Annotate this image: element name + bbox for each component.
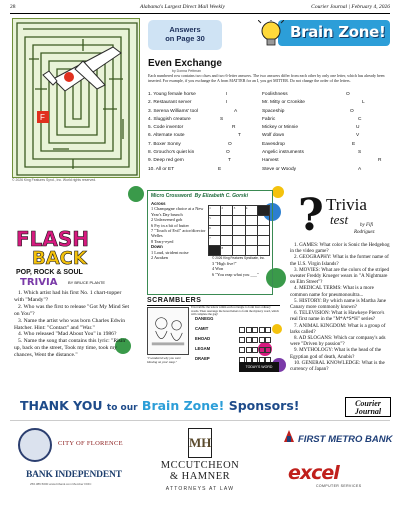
svg-text:F: F — [40, 113, 45, 122]
ee-row — [262, 133, 388, 141]
ee-letter: S — [220, 116, 224, 122]
crossword-grid[interactable]: 1 2 3 4 5 6 7 8 — [208, 205, 270, 255]
clue: 3 "High five!" — [212, 261, 237, 266]
trivia-questions — [290, 242, 392, 372]
ee-clue: Eavesdrop — [262, 141, 285, 147]
svg-text:Trivia: Trivia — [326, 195, 367, 214]
crossword-title: Micro Crossword — [151, 193, 192, 199]
flashback-item: 2. Who was the first to release "Got My Mind Set on You"? — [14, 303, 130, 317]
mccutcheon-hamner-logo — [152, 460, 248, 482]
maze-illustration — [13, 19, 140, 178]
flashback-item: 4. Who released "Mad About You" in 1986? — [18, 331, 117, 338]
svg-text:BACK: BACK — [32, 248, 87, 269]
trivia-item: 1. GAMES: What color is Sonic the Hedgehog in the video game? — [290, 242, 390, 255]
maze-caption: © 2026 King Features Synd., Inc. World rights reserved. — [12, 178, 97, 182]
crossword-copyright: © 2026 King Features Syndicate, Inc. — [212, 256, 265, 260]
clue: 4 Won — [212, 266, 224, 272]
trivia-item: 10. GENERAL KNOWLEDGE: What is the currency of Japan? — [290, 359, 385, 373]
scramblers-cartoon — [147, 307, 189, 355]
clue: 2 Unleavened gob — [151, 217, 183, 223]
scrambled-word: DRAEP — [195, 356, 210, 361]
ee-clue: 8. Groucho's quiet kin — [148, 150, 195, 156]
clue: 7 "Touch of Evil" actor/director Welles — [151, 228, 206, 239]
ee-clue: 6. Alternate route — [148, 133, 185, 139]
city-seal-icon — [18, 428, 52, 462]
clue: 8 Teary-eyed — [151, 238, 174, 244]
svg-text:Rodriguez: Rodriguez — [354, 230, 375, 235]
ee-row — [148, 109, 258, 117]
answer-boxes[interactable] — [239, 320, 279, 360]
decorative-dot — [128, 186, 144, 202]
svg-text:TRIVIA: TRIVIA — [20, 277, 58, 288]
trivia-item: 7. ANIMAL KINGDOM: What is a group of larks called? — [290, 322, 386, 335]
flashback-item: 1. Which artist had his first No. 1 chart-topper with "Mandy"? — [14, 290, 122, 303]
mh-name-line1: MCCUTCHEON — [160, 460, 240, 471]
ee-row — [262, 117, 388, 125]
ee-row — [262, 142, 388, 150]
excel-subtitle: COMPUTER SERVICES — [316, 484, 362, 488]
ee-letter: U — [356, 125, 360, 131]
clue: 6 Fry in a bit of butter — [151, 222, 189, 228]
ee-clue: 10. All or ET — [148, 166, 175, 172]
clue: 6 "You reap what you ___" — [212, 271, 259, 277]
ee-clue: 9. Deep red gem — [148, 158, 184, 164]
answers-banner — [148, 20, 222, 50]
ee-clue: Spaceship — [262, 108, 285, 114]
ee-clue: Harvest — [262, 158, 279, 164]
scrambled-word: DANEGG — [195, 316, 214, 321]
airplane-maze — [12, 18, 140, 178]
ee-row — [262, 100, 388, 108]
ee-letter: R — [232, 125, 236, 131]
ee-clue: 2. Restaurant server — [148, 100, 192, 106]
clue: 1 Champagne choice at a New Year's Day brunch — [151, 206, 204, 217]
clue: 1 Loud, strident noise — [151, 249, 189, 255]
mh-logo-mark: MH — [188, 428, 212, 458]
crossword-byline: By Elizabeth C. Gorski — [194, 193, 248, 199]
trivia-test-logo — [298, 190, 390, 240]
ee-row — [262, 109, 388, 117]
mh-attorneys: ATTORNEYS AT LAW — [165, 486, 235, 492]
scrambled-word: CAMIT — [195, 326, 209, 331]
even-exchange-right-column — [262, 92, 388, 175]
issue-date: Courier Journal | February 4, 2026 — [311, 4, 390, 10]
bank-independent-info: 256.386.5000 www.bibank.com Member FDIC — [30, 482, 92, 486]
svg-text:test: test — [330, 212, 349, 227]
ee-clue: 1. Young female horse — [148, 92, 196, 97]
cartoon-caption: "I wondered why you were blowing on your soup." — [147, 356, 181, 364]
page-number: 28 — [10, 4, 16, 10]
thanks-text: THANK YOU — [20, 398, 103, 413]
ee-clue: Steve or Woody — [262, 166, 297, 172]
lightbulb-icon — [258, 20, 284, 50]
ee-letter: O — [346, 92, 350, 97]
even-exchange-byline: by Donna Pettman — [172, 69, 201, 73]
ee-row — [262, 158, 388, 166]
ee-row — [148, 158, 258, 166]
ee-letter: T — [228, 158, 231, 164]
bank-independent-logo: BANK INDEPENDENT — [26, 470, 122, 480]
ee-clue: 4. Sluggish creature — [148, 116, 191, 122]
answers-line1: Answers — [169, 25, 201, 34]
flashback-questions — [14, 290, 132, 359]
page-header — [10, 4, 390, 16]
svg-text:FLASH: FLASH — [16, 227, 90, 251]
ee-clue: Mr. Mitty or Cronkite — [262, 100, 305, 106]
svg-text:?: ? — [298, 190, 324, 240]
trivia-item: 9. MYTHOLOGY: What is the head of the Egyptian god of death, Anubis? — [290, 347, 382, 360]
ee-row — [148, 117, 258, 125]
todays-word-label: TODAY'S WORD — [239, 362, 279, 372]
ee-letter: A — [234, 108, 238, 114]
mh-name-line2: & HAMNER — [169, 471, 231, 482]
thanks-to-our: to our — [106, 403, 138, 413]
excel-logo: excel — [288, 462, 339, 484]
ee-row — [262, 150, 388, 158]
scramblers-puzzle — [147, 297, 280, 377]
first-metro-bank-icon — [282, 428, 296, 444]
sponsor-thanks-heading — [20, 398, 299, 413]
ee-letter: S — [358, 150, 362, 156]
ee-clue: 5. Code inventor — [148, 125, 184, 131]
ee-row — [148, 100, 258, 108]
trivia-item: 5. HISTORY: By which name is Martha Jane Canary more commonly known? — [290, 297, 386, 311]
ee-clue: 7. Boxer Sonny — [148, 141, 181, 147]
first-metro-bank-logo: FIRST METRO BANK — [298, 434, 393, 445]
brain-zone-header — [250, 20, 390, 54]
trivia-item: 3. MOVIES: What are the colors of the striped sweater Freddy Krueger wears in "A Nightmare on Elm Street"? — [290, 266, 390, 286]
trivia-item: 4. MEDICAL TERMS: What is a more common name for pneumonoultra... — [290, 285, 374, 298]
answers-line2: on Page 30 — [165, 34, 205, 43]
ee-row — [148, 133, 258, 141]
ee-clue: 3. Serena Williams' tool — [148, 108, 198, 114]
ee-letter: C — [358, 116, 362, 122]
ee-row — [262, 167, 388, 175]
ee-clue: Foolishness — [262, 92, 288, 97]
svg-text:POP, ROCK & SOUL: POP, ROCK & SOUL — [16, 269, 83, 276]
sponsor-divider — [10, 420, 390, 421]
scrambled-words — [195, 316, 235, 366]
ee-clue: Mickey or Minnie — [262, 125, 298, 131]
ee-letter: A — [358, 166, 362, 172]
flashback-item: 3. Name the artist who was born Charles Edwin Hatcher. Hint: "Contact" and "War." — [14, 317, 126, 331]
courier-journal-logo: Courier Journal — [345, 397, 391, 417]
publication-tagline: Alabama's Largest Direct Mail Weekly — [140, 4, 225, 10]
flashback-logo — [14, 224, 118, 288]
down-label: Down — [151, 244, 163, 250]
decorative-dot — [272, 186, 284, 198]
ee-letter: O — [228, 141, 232, 147]
trivia-item: 6. TELEVISION: What is Hawkeye Pierce's real first name in the "M*A*S*H" series? — [290, 310, 385, 323]
crossword-down-more — [212, 261, 270, 277]
ee-letter: T — [238, 133, 241, 139]
micro-crossword — [147, 190, 273, 295]
ee-letter: O — [350, 108, 354, 114]
ee-letter: E — [218, 166, 222, 172]
flag-icon — [37, 111, 49, 123]
across-label: Across — [151, 201, 166, 206]
ee-letter: E — [352, 141, 356, 147]
ee-letter: O — [226, 150, 230, 156]
ee-letter: I — [226, 100, 228, 106]
clue: 2 Awaken — [151, 255, 168, 261]
ee-row — [148, 142, 258, 150]
ee-clue: Angelic instruments — [262, 150, 304, 156]
scrambled-word: EHOAD — [195, 336, 211, 341]
trivia-item: 2. GEOGRAPHY: What is the former name of the U.S. Virgin Islands? — [290, 254, 389, 267]
ee-letter: R — [378, 158, 382, 164]
ee-clue: Fabric — [262, 116, 276, 122]
thanks-brain-zone: Brain Zone! — [141, 398, 225, 413]
brain-zone-title: Brain Zone! — [290, 23, 386, 41]
even-exchange-instructions: Each numbered row contains two clues and two 6-letter answers. The two answers differ from each other by only one letter, which has already been inserted. For example, if you exchange the A from MATTER for an I, you get MITTER. Do not change the order of the letters. — [148, 73, 385, 84]
even-exchange-left-column — [148, 92, 258, 175]
crossword-header — [151, 193, 248, 199]
scramblers-instructions: Unscramble the letters within each rectangle to form four ordinary words. Then rearrange the boxed letters to form the mystery word, which will complete the gag! — [191, 305, 279, 317]
ee-clue: Wolf down — [262, 133, 285, 139]
scrambled-word: LEGAM — [195, 346, 211, 351]
ee-row — [148, 167, 258, 175]
crossword-clues — [151, 201, 207, 260]
svg-text:by Fifi: by Fifi — [360, 223, 374, 228]
ee-letter: V — [356, 133, 360, 139]
header-rule — [10, 13, 390, 14]
city-of-florence-logo: CITY OF FLORENCE — [58, 440, 123, 447]
svg-text:BY BRUCE PLANTE: BY BRUCE PLANTE — [68, 280, 106, 285]
scramblers-title: SCRAMBLERS — [147, 297, 280, 306]
thanks-sponsors: Sponsors! — [228, 398, 300, 413]
ee-letter: L — [362, 100, 365, 106]
flashback-item: 5. Name the song that contains this lyric: "Risin' up, back on the street, Took my time, took my chances, Went the distance." — [14, 338, 127, 359]
trivia-item: 8. AD SLOGANS: Which car company's ads were "Driven by passion"? — [290, 335, 386, 348]
even-exchange-title: Even Exchange — [148, 58, 222, 69]
ee-letter: I — [226, 92, 228, 97]
